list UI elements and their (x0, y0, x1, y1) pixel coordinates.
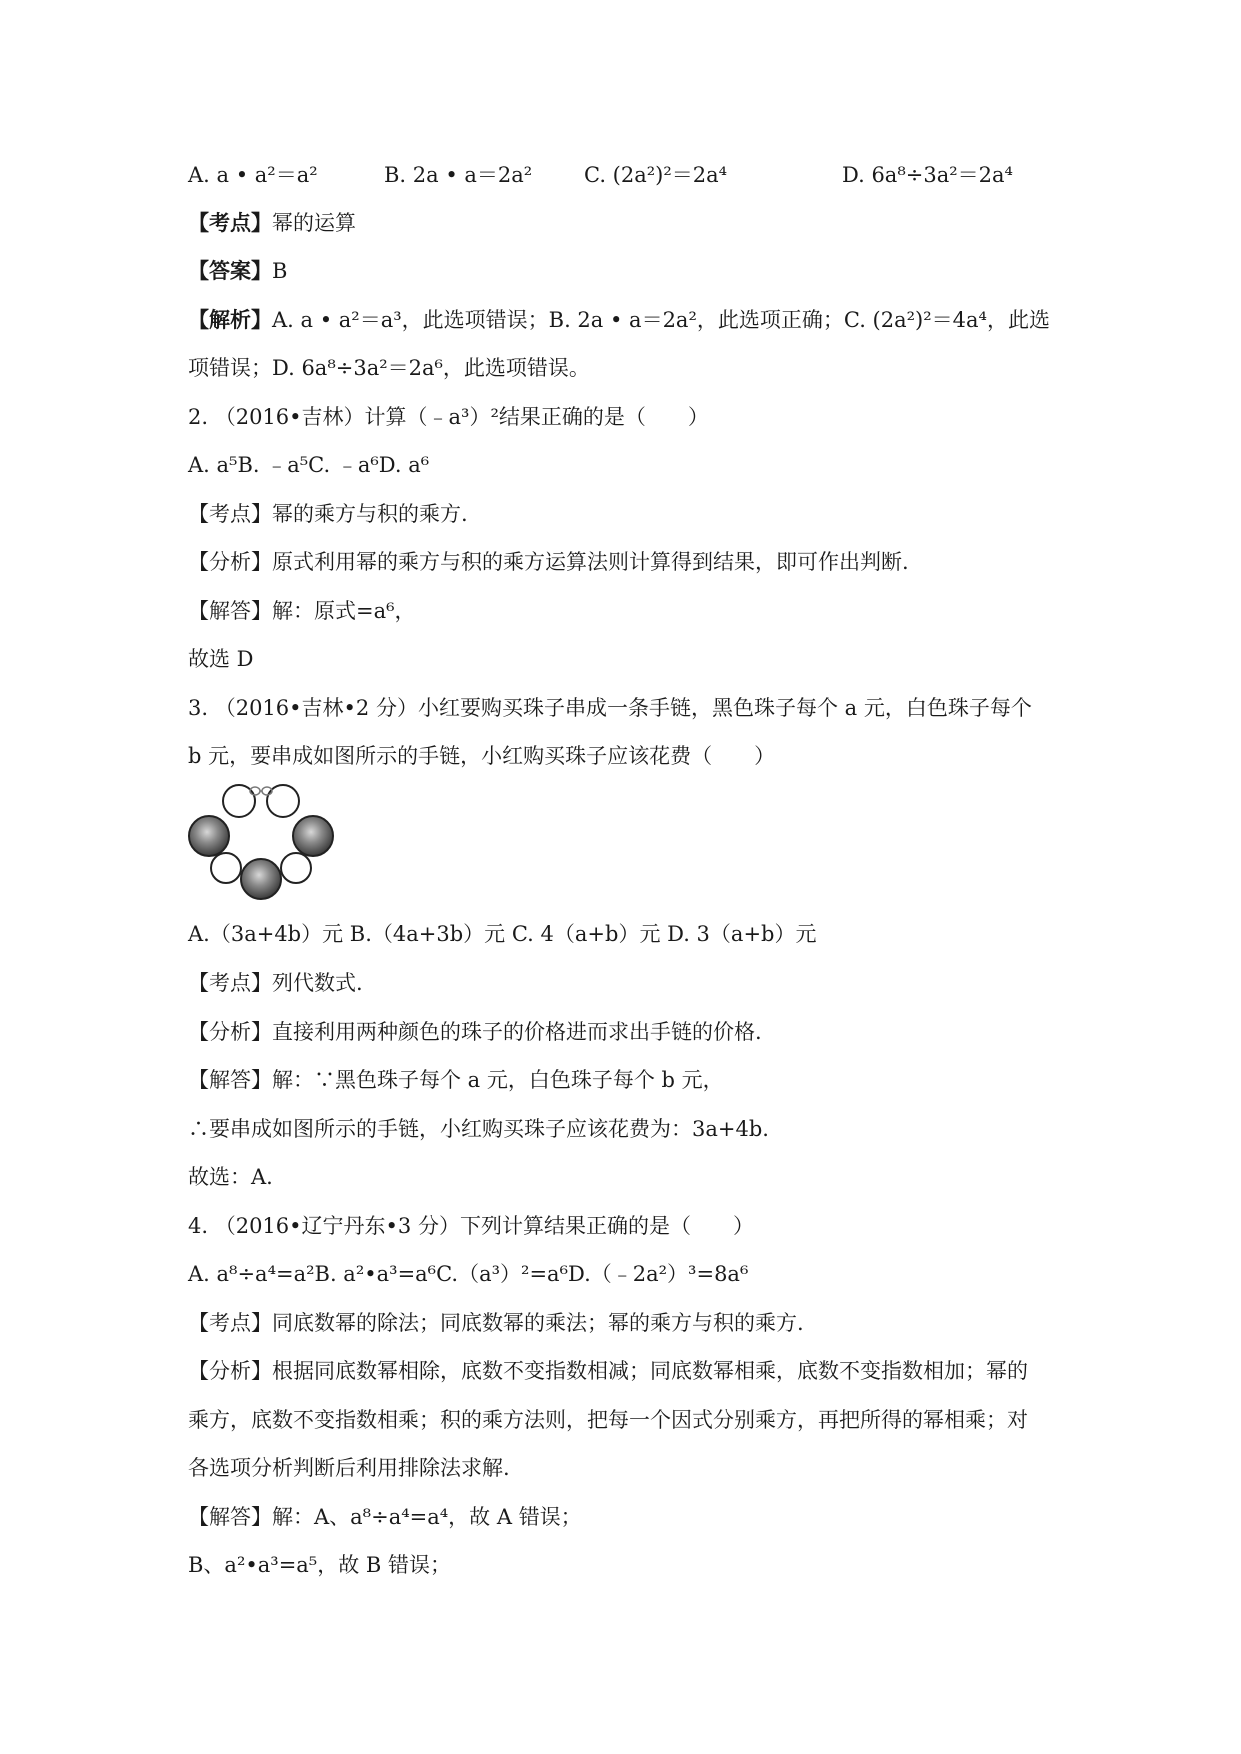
q3-stem-line-2: b 元，要串成如图所示的手链，小红购买珠子应该花费（ ） (188, 744, 776, 768)
q1-explanation-tag: 【解析】 (188, 307, 272, 332)
q2-options: A. a⁵B. ﹣a⁵C. ﹣a⁶D. a⁶ (188, 453, 430, 477)
q3-stem-line-1: 3. （2016•吉林•2 分）小红要购买珠子串成一条手链，黑色珠子每个 a 元，白色珠子每个 (188, 696, 1032, 720)
q1-explanation-line-1 (188, 306, 1050, 334)
black-bead (189, 816, 229, 856)
q4-analysis-line-3: 各选项分析判断后利用排除法求解. (188, 1456, 510, 1480)
q2-choice: 故选 D (188, 647, 254, 671)
q3-solution-line-2: ∴要串成如图所示的手链，小红购买珠子应该花费为：3a+4b. (188, 1117, 769, 1141)
q2-kaodian: 【考点】幂的乘方与积的乘方. (188, 502, 468, 526)
q1-answer-tag: 【答案】 (188, 258, 272, 283)
q4-kaodian: 【考点】同底数幂的除法；同底数幂的乘法；幂的乘方与积的乘方. (188, 1311, 804, 1335)
black-bead (293, 816, 333, 856)
white-bead (281, 853, 311, 883)
q1-explanation-line-2: 项错误；D. 6a⁸÷3a²＝2a⁶，此选项错误。 (188, 356, 590, 380)
q4-stem: 4. （2016•辽宁丹东•3 分）下列计算结果正确的是（ ） (188, 1214, 754, 1238)
q1-option-d: D. 6a⁸÷3a²＝2a⁴ (842, 163, 1013, 187)
q3-choice: 故选：A. (188, 1165, 273, 1189)
q1-answer (188, 257, 287, 285)
q1-option-a: A. a • a²＝a² (188, 163, 318, 187)
q1-kaodian (188, 209, 356, 237)
q1-kaodian-text: 幂的运算 (272, 211, 356, 235)
q4-analysis-line-1: 【分析】根据同底数幂相除，底数不变指数相减；同底数幂相乘，底数不变指数相加；幂的 (188, 1359, 1028, 1383)
q4-solution-line-2: B、a²•a³=a⁵，故 B 错误； (188, 1553, 452, 1577)
q3-kaodian: 【考点】列代数式. (188, 971, 363, 995)
q2-analysis: 【分析】原式利用幂的乘方与积的乘方运算法则计算得到结果，即可作出判断. (188, 550, 909, 574)
q1-explanation-text-1: A. a • a²＝a³，此选项错误；B. 2a • a＝2a²，此选项正确；C. (2a²)²＝4a⁴，此选 (272, 308, 1050, 332)
q4-analysis-line-2: 乘方，底数不变指数相乘；积的乘方法则，把每一个因式分别乘方，再把所得的幂相乘；对 (188, 1408, 1028, 1432)
q1-kaodian-tag: 【考点】 (188, 210, 272, 235)
white-bead (211, 853, 241, 883)
q4-solution-line-1: 【解答】解：A、a⁸÷a⁴=a⁴，故 A 错误； (188, 1505, 582, 1529)
q2-solution: 【解答】解：原式=a⁶， (188, 599, 416, 623)
q1-option-b: B. 2a • a＝2a² (384, 163, 533, 187)
q3-options: A.（3a+4b）元 B.（4a+3b）元 C. 4（a+b）元 D. 3（a+b）元 (188, 922, 817, 946)
q4-options: A. a⁸÷a⁴=a²B. a²•a³=a⁶C.（a³）²=a⁶D.（﹣2a²）³=8a⁶ (188, 1262, 749, 1286)
q2-stem: 2. （2016•吉林）计算（﹣a³）²结果正确的是（ ） (188, 405, 709, 429)
q3-solution-line-1: 【解答】解：∵黑色珠子每个 a 元，白色珠子每个 b 元， (188, 1068, 724, 1092)
q1-option-c: C. (2a²)²＝2a⁴ (584, 163, 728, 187)
q1-answer-text: B (272, 259, 288, 283)
q3-analysis: 【分析】直接利用两种颜色的珠子的价格进而求出手链的价格. (188, 1020, 762, 1044)
bracelet-figure (186, 784, 336, 900)
black-bead (241, 859, 281, 899)
